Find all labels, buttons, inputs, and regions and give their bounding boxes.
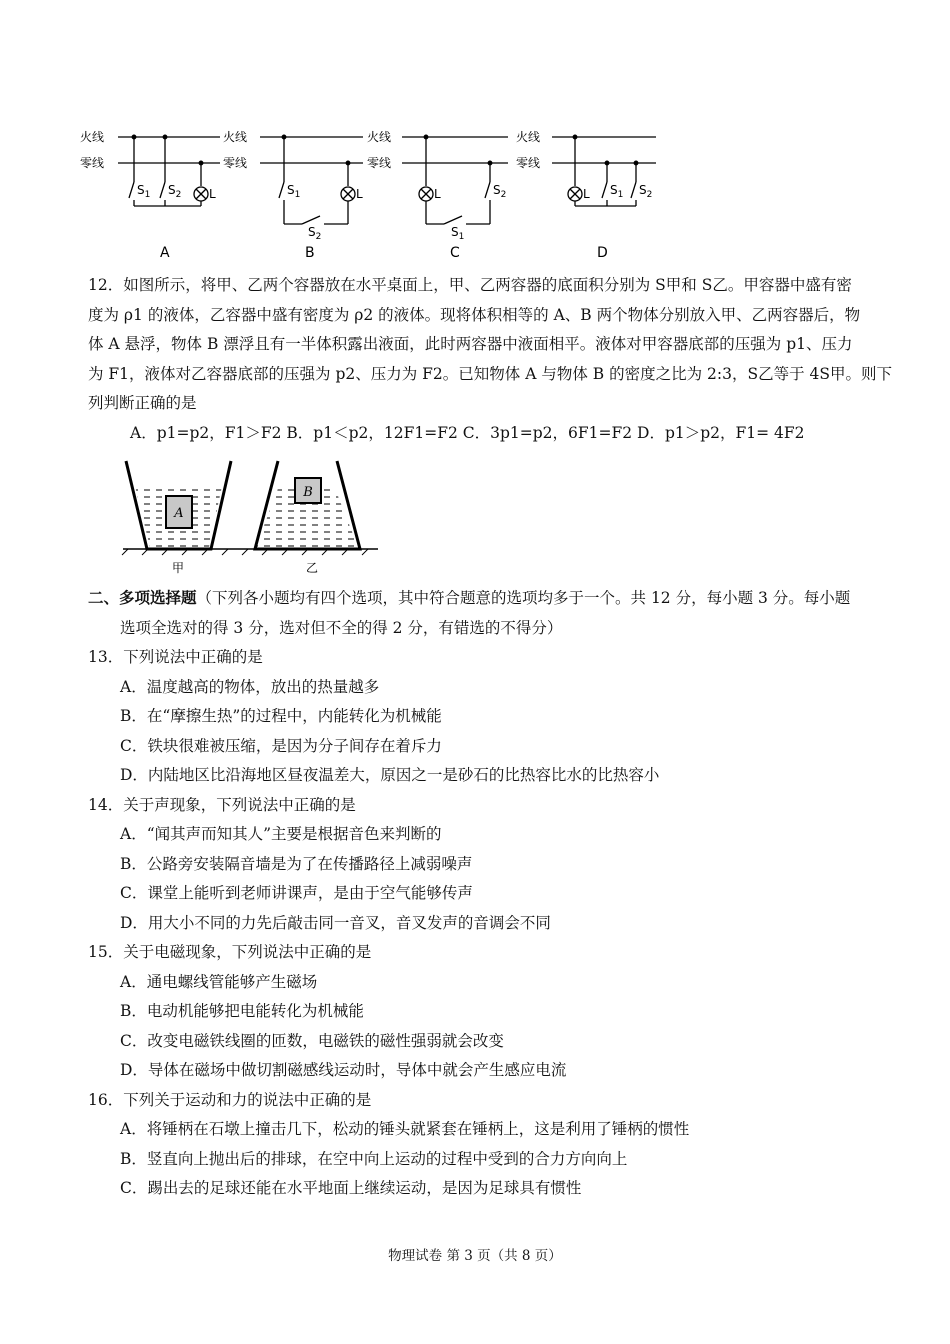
q12-line: 度为 ρ1 的液体，乙容器中盛有密度为 ρ2 的液体。现将体积相等的 A、B 两个物体分别放入甲、乙两容器后，物 <box>88 305 861 324</box>
q12-line: 体 A 悬浮，物体 B 漂浮且有一半体积露出液面，此时两容器中液面相平。液体对甲容器底部的压强为 p1、压力 <box>88 335 853 353</box>
svg-text:L: L <box>583 187 590 201</box>
section-2-desc: （下列各小题均有四个选项，其中符合题意的选项均多于一个。共 12 分，每小题 3 分。每小题 <box>196 589 851 607</box>
svg-text:L: L <box>434 187 441 201</box>
q15-option-b: B．电动机能够把电能转化为机械能 <box>120 1002 364 1020</box>
svg-text:零线: 零线 <box>367 156 392 170</box>
question-13-stem: 13．下列说法中正确的是 <box>88 648 263 666</box>
circuit-b <box>260 135 363 224</box>
section-2-desc-cont: 选项全选对的得 3 分，选对但不全的得 2 分，有错选的不得分） <box>120 618 563 637</box>
q14-option-b: B．公路旁安装隔音墙是为了在传播路径上减弱噪声 <box>120 854 473 873</box>
circuit-c <box>402 135 508 224</box>
svg-text:S1: $S_1$ <box>451 225 465 242</box>
q14-option-c: C．课堂上能听到老师讲课声，是由于空气能够传声 <box>120 884 473 902</box>
svg-text:零线: 零线 <box>80 156 105 170</box>
svg-text:S2: $S_2$ <box>639 183 653 200</box>
question-15-stem: 15．关于电磁现象，下列说法中正确的是 <box>88 943 372 961</box>
svg-text:零线: 零线 <box>516 156 541 170</box>
svg-text:火线: 火线 <box>516 130 541 144</box>
q12-options: A．p1=p2，F1＞F2 B．p1＜p2，12F1=F2 C．3p1=p2，6F1=F2 D．p1＞p2，F1= 4F2 <box>130 423 805 442</box>
circuit-label-d: D <box>597 245 608 261</box>
circuit-diagrams <box>80 120 680 270</box>
svg-text:S2: $S_2$ <box>168 183 182 200</box>
svg-text:火线: 火线 <box>223 130 248 144</box>
containers-figure <box>118 452 388 580</box>
svg-text:火线: 火线 <box>80 130 105 144</box>
q12-line: 12．如图所示，将甲、乙两个容器放在水平桌面上，甲、乙两容器的底面积分别为 S甲和 S乙。甲容器中盛有密 <box>88 276 852 294</box>
circuit-label-a: A <box>160 245 170 261</box>
question-14-stem: 14．关于声现象，下列说法中正确的是 <box>88 795 356 814</box>
svg-text:S2: $S_2$ <box>493 183 507 200</box>
svg-text:S2: $S_2$ <box>308 225 322 242</box>
q16-option-b: B．竖直向上抛出后的排球，在空中向上运动的过程中受到的合力方向向上 <box>120 1149 628 1168</box>
q15-option-d: D．导体在磁场中做切割磁感线运动时，导体中就会产生感应电流 <box>120 1061 567 1079</box>
question-16-stem: 16．下列关于运动和力的说法中正确的是 <box>88 1090 372 1109</box>
page-footer: 物理试卷 第 3 页（共 8 页） <box>388 1248 562 1264</box>
q14-option-d: D．用大小不同的力先后敲击同一音叉，音叉发声的音调会不同 <box>120 913 551 932</box>
label-yi: 乙 <box>305 561 319 575</box>
q13-option-a: A．温度越高的物体，放出的热量越多 <box>120 677 380 696</box>
circuit-label-c: C <box>450 245 460 261</box>
q16-option-a: A．将锤柄在石墩上撞击几下，松动的锤头就紧套在锤柄上，这是利用了锤柄的惯性 <box>120 1120 690 1138</box>
q15-option-a: A．通电螺线管能够产生磁场 <box>120 972 318 991</box>
object-a-label: A <box>174 506 184 521</box>
question-12 <box>88 271 892 448</box>
q14-option-a: A．“闻其声而知其人”主要是根据音色来判断的 <box>120 825 442 843</box>
svg-text:L: L <box>209 187 216 201</box>
svg-text:火线: 火线 <box>367 130 392 144</box>
q12-line: 列判断正确的是 <box>88 394 197 412</box>
svg-text:L: L <box>356 187 363 201</box>
q12-line: 为 F1，液体对乙容器底部的压强为 p2、压力为 F2。已知物体 A 与物体 B 的密度之比为 2:3，S乙等于 4S甲。则下 <box>88 364 892 383</box>
q13-option-c: C．铁块很难被压缩，是因为分子间存在着斥力 <box>120 736 442 755</box>
label-jia: 甲 <box>171 561 185 575</box>
section-2-title: 二、多项选择题 <box>88 589 197 607</box>
svg-text:S1: $S_1$ <box>137 183 151 200</box>
circuit-label-b: B <box>305 245 315 261</box>
q16-option-c: C．踢出去的足球还能在水平地面上继续运动，是因为足球具有惯性 <box>120 1179 582 1197</box>
svg-text:S1: $S_1$ <box>287 183 301 200</box>
q13-option-b: B．在“摩擦生热”的过程中，内能转化为机械能 <box>120 707 442 725</box>
object-b-label: B <box>303 485 313 500</box>
svg-text:S1: $S_1$ <box>610 183 624 200</box>
svg-text:零线: 零线 <box>223 156 248 170</box>
q13-option-d: D．内陆地区比沿海地区昼夜温差大，原因之一是砂石的比热容比水的比热容小 <box>120 766 660 784</box>
q15-option-c: C．改变电磁铁线圈的匝数，电磁铁的磁性强弱就会改变 <box>120 1031 504 1050</box>
section-2 <box>88 584 868 1204</box>
